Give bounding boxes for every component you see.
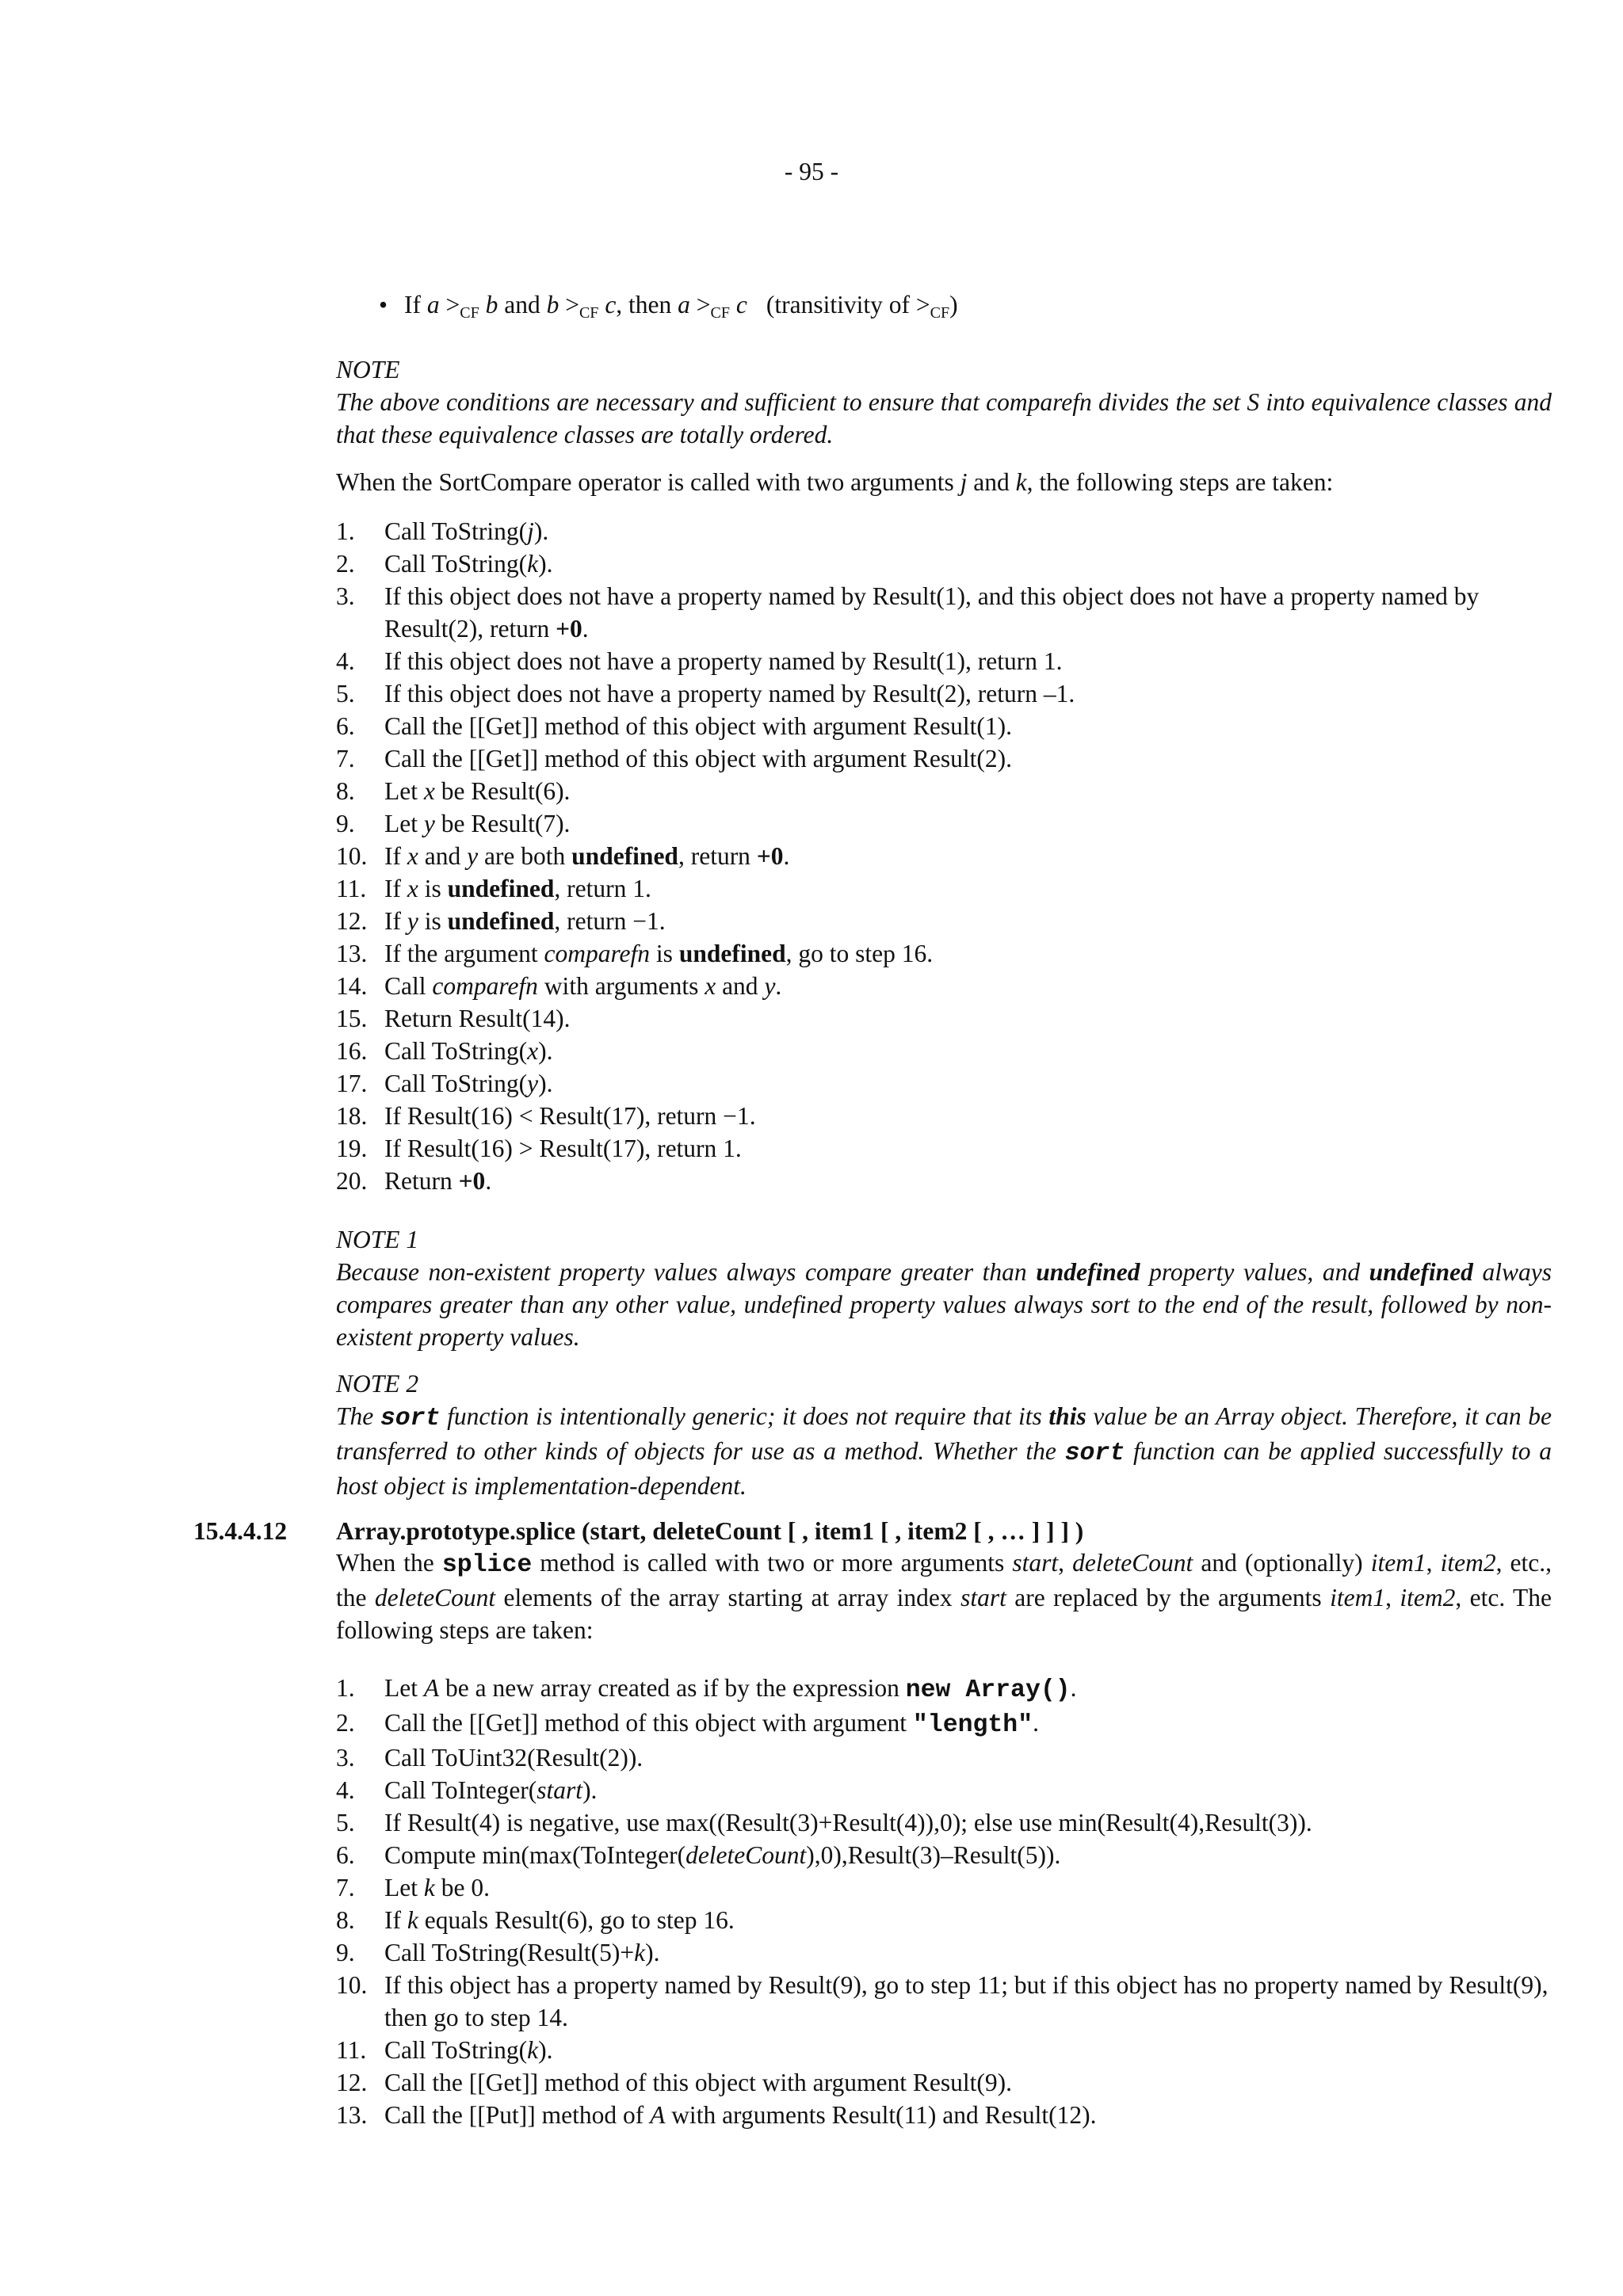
- list-item: 18. If Result(16) < Result(17), return −1.: [336, 1102, 756, 1130]
- note-2: [336, 1367, 1552, 1502]
- list-item: 5. If this object does not have a property named by Result(2), return –1.: [336, 680, 1075, 707]
- note-label: NOTE 2: [336, 1370, 419, 1398]
- list-item: 4. If this object does not have a property named by Result(1), return 1.: [336, 647, 1063, 675]
- sortcompare-intro: When the SortCompare operator is called with two arguments j and k, the following steps are taken:: [336, 468, 1334, 496]
- section-number: 15.4.4.12: [193, 1517, 288, 1545]
- list-item: 10. If this object has a property named by Result(9), go to step 11; but if this object has no property named by Result(9), then go to step 14.: [336, 1971, 1549, 2031]
- sortcompare-steps: [336, 515, 1552, 1197]
- note-1: [336, 1223, 1552, 1353]
- list-item: 10. If x and y are both undefined, return +0.: [336, 842, 790, 870]
- list-item: 13. Call the [[Put]] method of A with arguments Result(11) and Result(12).: [336, 2101, 1097, 2129]
- list-item: 12. Call the [[Get]] method of this object with argument Result(9).: [336, 2069, 1012, 2096]
- list-item: 17. Call ToString(y).: [336, 1070, 553, 1097]
- list-item: 20. Return +0.: [336, 1167, 492, 1195]
- list-item: 9. Let y be Result(7).: [336, 810, 571, 837]
- list-item: 19. If Result(16) > Result(17), return 1.: [336, 1135, 742, 1162]
- list-item: 6. Call the [[Get]] method of this object with argument Result(1).: [336, 712, 1012, 740]
- list-item: 5. If Result(4) is negative, use max((Result(3)+Result(4)),0); else use min(Result(4),Result(3)).: [336, 1809, 1312, 1836]
- list-item: 9. Call ToString(Result(5)+k).: [336, 1939, 660, 1966]
- list-item: 2. Call the [[Get]] method of this object with argument "length".: [336, 1709, 1039, 1739]
- list-item: 11. Call ToString(k).: [336, 2036, 553, 2064]
- note-text: The above conditions are necessary and sufficient to ensure that comparefn divides the set S into equivalence classes and that these equivalence classes are totally ordered.: [336, 388, 1552, 448]
- list-item: 12. If y is undefined, return −1.: [336, 907, 666, 935]
- list-item: 1. Call ToString(j).: [336, 517, 549, 545]
- list-item: 1. Let A be a new array created as if by the expression new Array().: [336, 1674, 1077, 1704]
- splice-intro: When the splice method is called with two or more arguments start, deleteCount and (optionally) item1, item2, etc., the deleteCount elements of the array starting at array index start are replaced by the arguments item1, item2, etc. The following steps are taken:: [336, 1549, 1552, 1644]
- transitivity-bullet: • If $a >_{CF}$ b and $b >_{CF}$ c, then $a >_{CF}$ c (transitivity of $>_{CF}$): [379, 288, 958, 321]
- bullet-dot-icon: •: [379, 291, 388, 318]
- section-title: Array.prototype.splice (start, deleteCount [ , item1 [ , item2 [ , … ] ] ] ): [336, 1517, 1084, 1545]
- note-label: NOTE: [336, 356, 400, 383]
- section-heading: [193, 1515, 1552, 1547]
- list-item: 16. Call ToString(x).: [336, 1037, 553, 1065]
- list-item: 7. Let k be 0.: [336, 1874, 490, 1901]
- list-item: 8. If k equals Result(6), go to step 16.: [336, 1906, 735, 1934]
- list-item: 8. Let x be Result(6).: [336, 777, 571, 805]
- list-item: 15. Return Result(14).: [336, 1005, 571, 1032]
- page-number: - 95 -: [784, 158, 839, 185]
- list-item: 3. Call ToUint32(Result(2)).: [336, 1744, 643, 1772]
- list-item: 3. If this object does not have a property named by Result(1), and this object does not have a property named by Result(2), return +0.: [336, 582, 1480, 643]
- list-item: 13. If the argument comparefn is undefined, go to step 16.: [336, 940, 934, 967]
- splice-steps: [336, 1672, 1552, 2131]
- list-item: 2. Call ToString(k).: [336, 550, 553, 578]
- note-text: Because non-existent property values always compare greater than undefined property values, and undefined always compares greater than any other value, undefined property values always sort to the end of the result, followed by non-existent property values.: [336, 1258, 1552, 1351]
- list-item: 7. Call the [[Get]] method of this object with argument Result(2).: [336, 745, 1012, 772]
- list-item: 6. Compute min(max(ToInteger(deleteCount),0),Result(3)–Result(5)).: [336, 1841, 1061, 1869]
- list-item: 4. Call ToInteger(start).: [336, 1776, 598, 1804]
- note-conditions: [336, 353, 1552, 451]
- note-text: The sort function is intentionally generic; it does not require that its this value be an Array object. Therefore, it can be transferred to other kinds of objects for use as a method. Whether the sort function can be applied successfully to a host object is implementation-dependent.: [336, 1402, 1552, 1500]
- list-item: 11. If x is undefined, return 1.: [336, 875, 651, 902]
- list-item: 14. Call comparefn with arguments x and y.: [336, 972, 782, 1000]
- note-label: NOTE 1: [336, 1226, 419, 1253]
